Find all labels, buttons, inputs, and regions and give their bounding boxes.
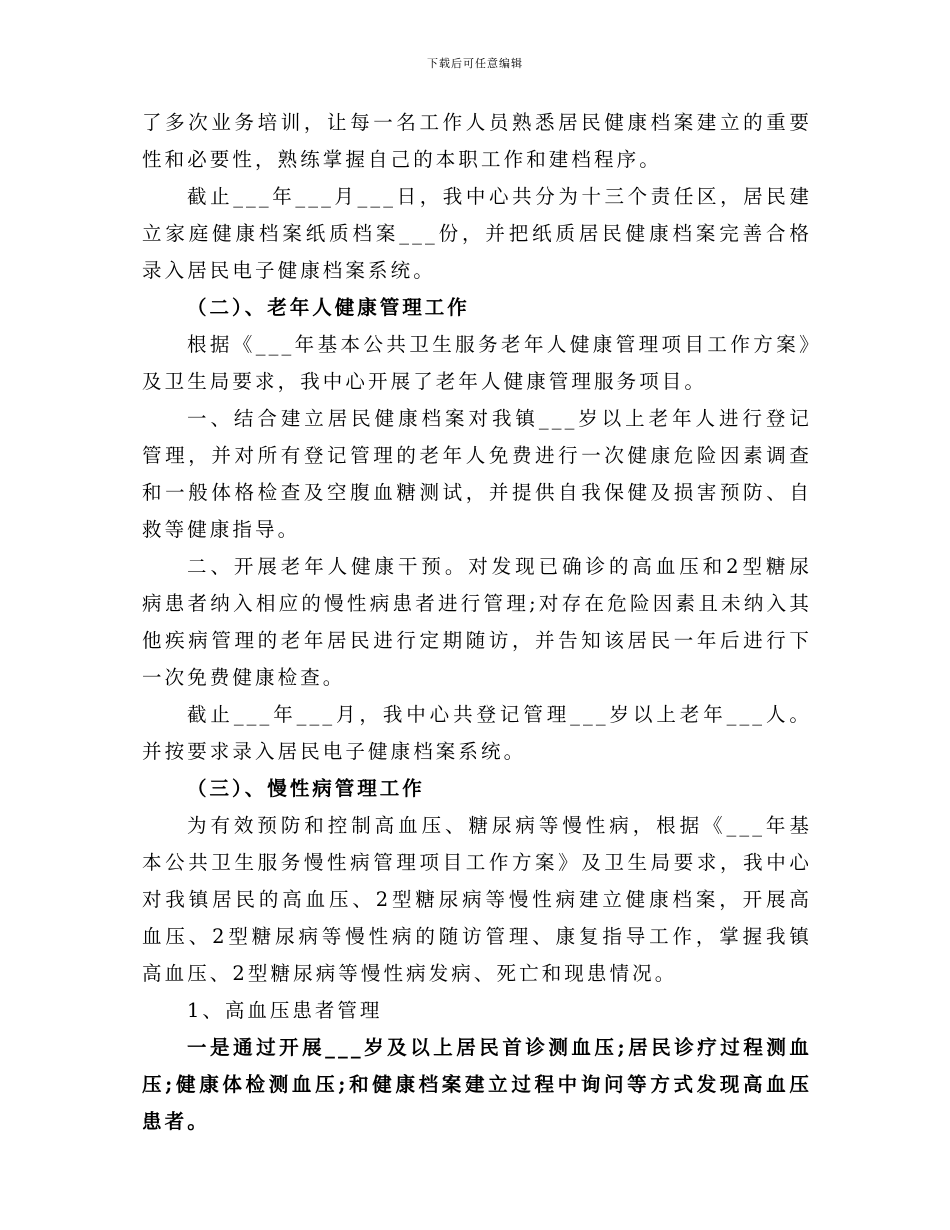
paragraph-hypertension-detection: 一是通过开展___岁及以上居民首诊测血压;居民诊疗过程测血压;健康体检测血压;和健康档案建立过程中询问等方式发现高血压患者。: [142, 1036, 812, 1133]
document-body: [142, 104, 812, 1140]
paragraph-elderly-count: 截止___年___月，我中心共登记管理___岁以上老年___人。并按要求录入居民电子健康档案系统。: [142, 703, 812, 763]
paragraph-elderly-intervention: 二、开展老年人健康干预。对发现已确诊的高血压和2型糖尿病患者纳入相应的慢性病患者进行管理;对存在危险因素且未纳入其他疾病管理的老年居民进行定期随访，并告知该居民一年后进行下一次免费健康检查。: [142, 555, 812, 689]
paragraph-chronic-basis: 为有效预防和控制高血压、糖尿病等慢性病，根据《___年基本公共卫生服务慢性病管理项目工作方案》及卫生局要求，我中心对我镇居民的高血压、2型糖尿病等慢性病建立健康档案，开展高血压、2型糖尿病等慢性病的随访管理、康复指导工作，掌握我镇高血压、2型糖尿病等慢性病发病、死亡和现患情况。: [142, 814, 812, 985]
paragraph-elderly-basis: 根据《___年基本公共卫生服务老年人健康管理项目工作方案》及卫生局要求，我中心开展了老年人健康管理服务项目。: [142, 333, 812, 393]
paragraph-archive-count: 截止___年___月___日，我中心共分为十三个责任区，居民建立家庭健康档案纸质档案___份，并把纸质居民健康档案完善合格录入居民电子健康档案系统。: [142, 185, 812, 282]
section-heading-elderly: （二）、老年人健康管理工作: [187, 296, 470, 319]
subheading-hypertension: 1、高血压患者管理: [187, 999, 383, 1022]
paragraph-training: 了多次业务培训，让每一名工作人员熟悉居民健康档案建立的重要性和必要性，熟练掌握自己的本职工作和建档程序。: [142, 111, 812, 171]
section-heading-chronic: （三）、慢性病管理工作: [187, 777, 425, 800]
page-header-note: 下载后可任意编辑: [427, 57, 523, 70]
paragraph-elderly-registration: 一、结合建立居民健康档案对我镇___岁以上老年人进行登记管理，并对所有登记管理的老年人免费进行一次健康危险因素调查和一般体格检查及空腹血糖测试，并提供自我保健及损害预防、自救等健康指导。: [142, 407, 812, 541]
